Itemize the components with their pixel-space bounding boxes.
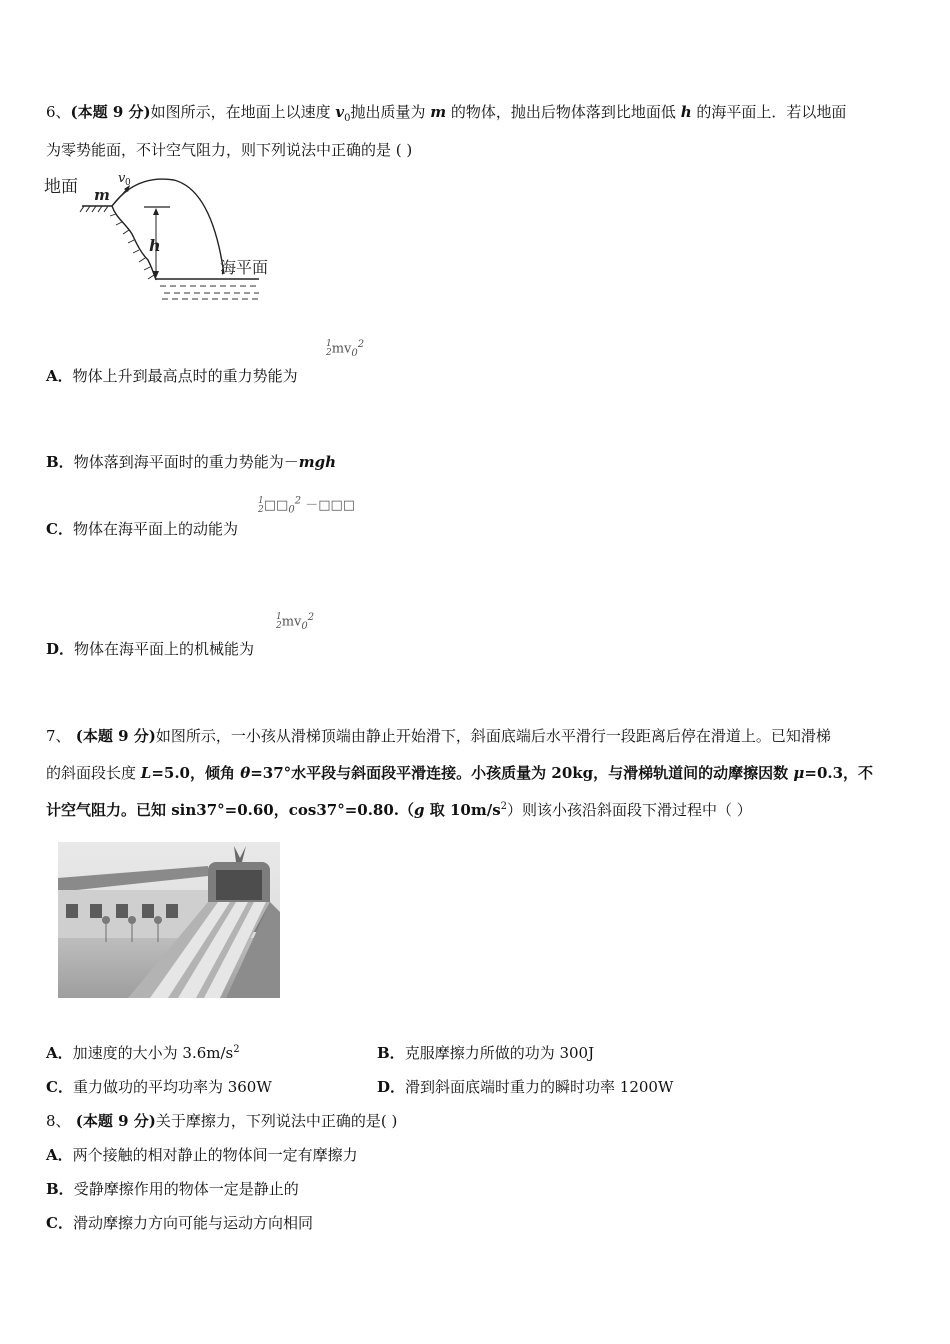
formula-tail: －□□□ <box>301 498 356 513</box>
q7-stem-line1 <box>46 726 831 746</box>
q6-text: 如图所示，在地面上以速度 <box>150 103 336 121</box>
q6-stem-line1 <box>46 102 846 122</box>
q7-option-d[interactable] <box>377 1077 673 1097</box>
option-letter: C． <box>46 520 73 538</box>
velocity-subscript: 0 <box>125 178 131 188</box>
q7-option-a[interactable] <box>46 1043 240 1063</box>
q8-head: (本题 9 分) <box>70 1112 156 1130</box>
option-letter: D． <box>46 640 75 658</box>
option-text: 物体在海平面上的机械能为 <box>74 640 255 658</box>
q6-option-b[interactable] <box>46 452 336 472</box>
q6-m-symbol: m <box>430 103 447 121</box>
sea-label: 海平面 <box>220 258 269 277</box>
q6-text: 为零势能面，不计空气阻力，则下列说法中正确的是 ( ) <box>46 141 413 159</box>
option-letter: D． <box>377 1078 406 1096</box>
option-text: 物体在海平面上的动能为 <box>72 520 238 538</box>
mass-label: m <box>94 186 110 204</box>
ground-label: 地面 <box>44 177 78 197</box>
option-letter: A． <box>46 1044 73 1062</box>
q8-number: 8、 <box>46 1112 71 1130</box>
q6-option-a[interactable] <box>46 366 298 386</box>
formula: mv <box>331 341 352 357</box>
denominator: 2 <box>258 504 264 515</box>
q7-text: 的斜面段长度 <box>46 764 141 782</box>
q7-mu-symbol: μ <box>793 764 805 782</box>
option-text: 滑到斜面底端时重力的瞬时功率 1200W <box>405 1078 674 1096</box>
option-letter: B． <box>46 1180 74 1198</box>
q6-v-subscript: 0 <box>344 113 351 124</box>
option-letter: B． <box>46 453 74 471</box>
formula-subscript: 0 <box>301 621 308 633</box>
numerator: 1 <box>326 339 332 349</box>
q7-text: =37°水平段与斜面段平滑连接。小孩质量为 20kg，与滑梯轨道间的动摩擦因数 <box>250 764 794 782</box>
q6-option-c[interactable] <box>46 519 238 539</box>
q6-v-symbol: v <box>335 103 345 121</box>
numerator: 1 <box>258 495 264 506</box>
formula: □□ <box>263 498 289 513</box>
option-formula: mgh <box>298 453 336 471</box>
option-letter: C． <box>46 1214 73 1232</box>
q7-option-b[interactable] <box>377 1043 594 1063</box>
q6-text: 的海平面上．若以地面 <box>691 103 847 121</box>
q7-text: 取 10m/s <box>424 801 501 819</box>
formula-superscript: 2 <box>357 339 365 351</box>
option-text: 加速度的大小为 3.6m/s <box>72 1044 234 1062</box>
q6-option-d-formula <box>276 613 314 631</box>
q8-option-c[interactable] <box>46 1213 313 1233</box>
q7-head: (本题 9 分) <box>70 727 156 745</box>
q7-text: =0.3，不 <box>804 764 874 782</box>
q6-option-c-formula <box>258 494 355 515</box>
height-label: h <box>149 236 161 255</box>
q7-number: 7、 <box>46 727 71 745</box>
option-superscript: 2 <box>233 1044 240 1055</box>
option-letter: C． <box>46 1078 73 1096</box>
numerator: 1 <box>276 612 282 622</box>
q6-h-symbol: h <box>680 103 692 121</box>
formula-superscript: 2 <box>294 495 302 507</box>
q7-g-symbol: g <box>414 801 425 819</box>
q6-text: 的物体，抛出后物体落到比地面低 <box>446 103 681 121</box>
q7-theta-symbol: θ <box>240 764 251 782</box>
formula-subscript: 0 <box>288 504 295 516</box>
q7-superscript: 2 <box>500 801 508 812</box>
denominator: 2 <box>326 348 332 358</box>
q6-text: 抛出质量为 <box>350 103 431 121</box>
option-letter: A． <box>46 1146 73 1164</box>
q7-option-c[interactable] <box>46 1077 272 1097</box>
q6-option-d[interactable] <box>46 639 254 659</box>
slide-photo <box>58 842 280 998</box>
option-text: 物体上升到最高点时的重力势能为 <box>72 367 298 385</box>
formula-superscript: 2 <box>307 612 315 624</box>
velocity-label: v <box>118 171 126 186</box>
option-text: 两个接触的相对静止的物体间一定有摩擦力 <box>72 1146 358 1164</box>
option-text: 受静摩擦作用的物体一定是静止的 <box>73 1180 299 1198</box>
q8-option-a[interactable] <box>46 1145 358 1165</box>
option-text: 克服摩擦力所做的功为 300J <box>404 1044 595 1062</box>
q7-text: 计空气阻力。已知 sin37°=0.60，cos37°=0.80.（ <box>46 801 415 819</box>
option-text: 滑动摩擦力方向可能与运动方向相同 <box>72 1214 313 1232</box>
q6-option-a-formula <box>326 340 364 358</box>
q6-projectile-diagram <box>44 168 289 308</box>
q7-stem-line3 <box>46 800 752 820</box>
denominator: 2 <box>276 621 282 631</box>
q7-text: =5.0，倾角 <box>151 764 241 782</box>
option-letter: A． <box>46 367 73 385</box>
option-letter: B． <box>377 1044 405 1062</box>
q8-text: 关于摩擦力，下列说法中正确的是( ) <box>155 1112 398 1130</box>
q7-L-symbol: L <box>140 764 152 782</box>
q6-stem-line2 <box>46 140 412 160</box>
q8-stem <box>46 1111 397 1131</box>
q7-text: ）则该小孩沿斜面段下滑过程中（ ） <box>507 801 752 819</box>
q8-option-b[interactable] <box>46 1179 299 1199</box>
q7-text: 如图所示，一小孩从滑梯顶端由静止开始滑下，斜面底端后水平滑行一段距离后停在滑道上。已知滑梯 <box>155 727 831 745</box>
q6-number: 6、 <box>46 103 71 121</box>
option-text: 重力做功的平均功率为 360W <box>72 1078 272 1096</box>
option-text: 物体落到海平面时的重力势能为－ <box>73 453 299 471</box>
q7-stem-line2 <box>46 763 873 783</box>
formula: mv <box>281 614 302 630</box>
q6-head: (本题 9 分) <box>70 103 151 121</box>
formula-subscript: 0 <box>351 348 358 360</box>
